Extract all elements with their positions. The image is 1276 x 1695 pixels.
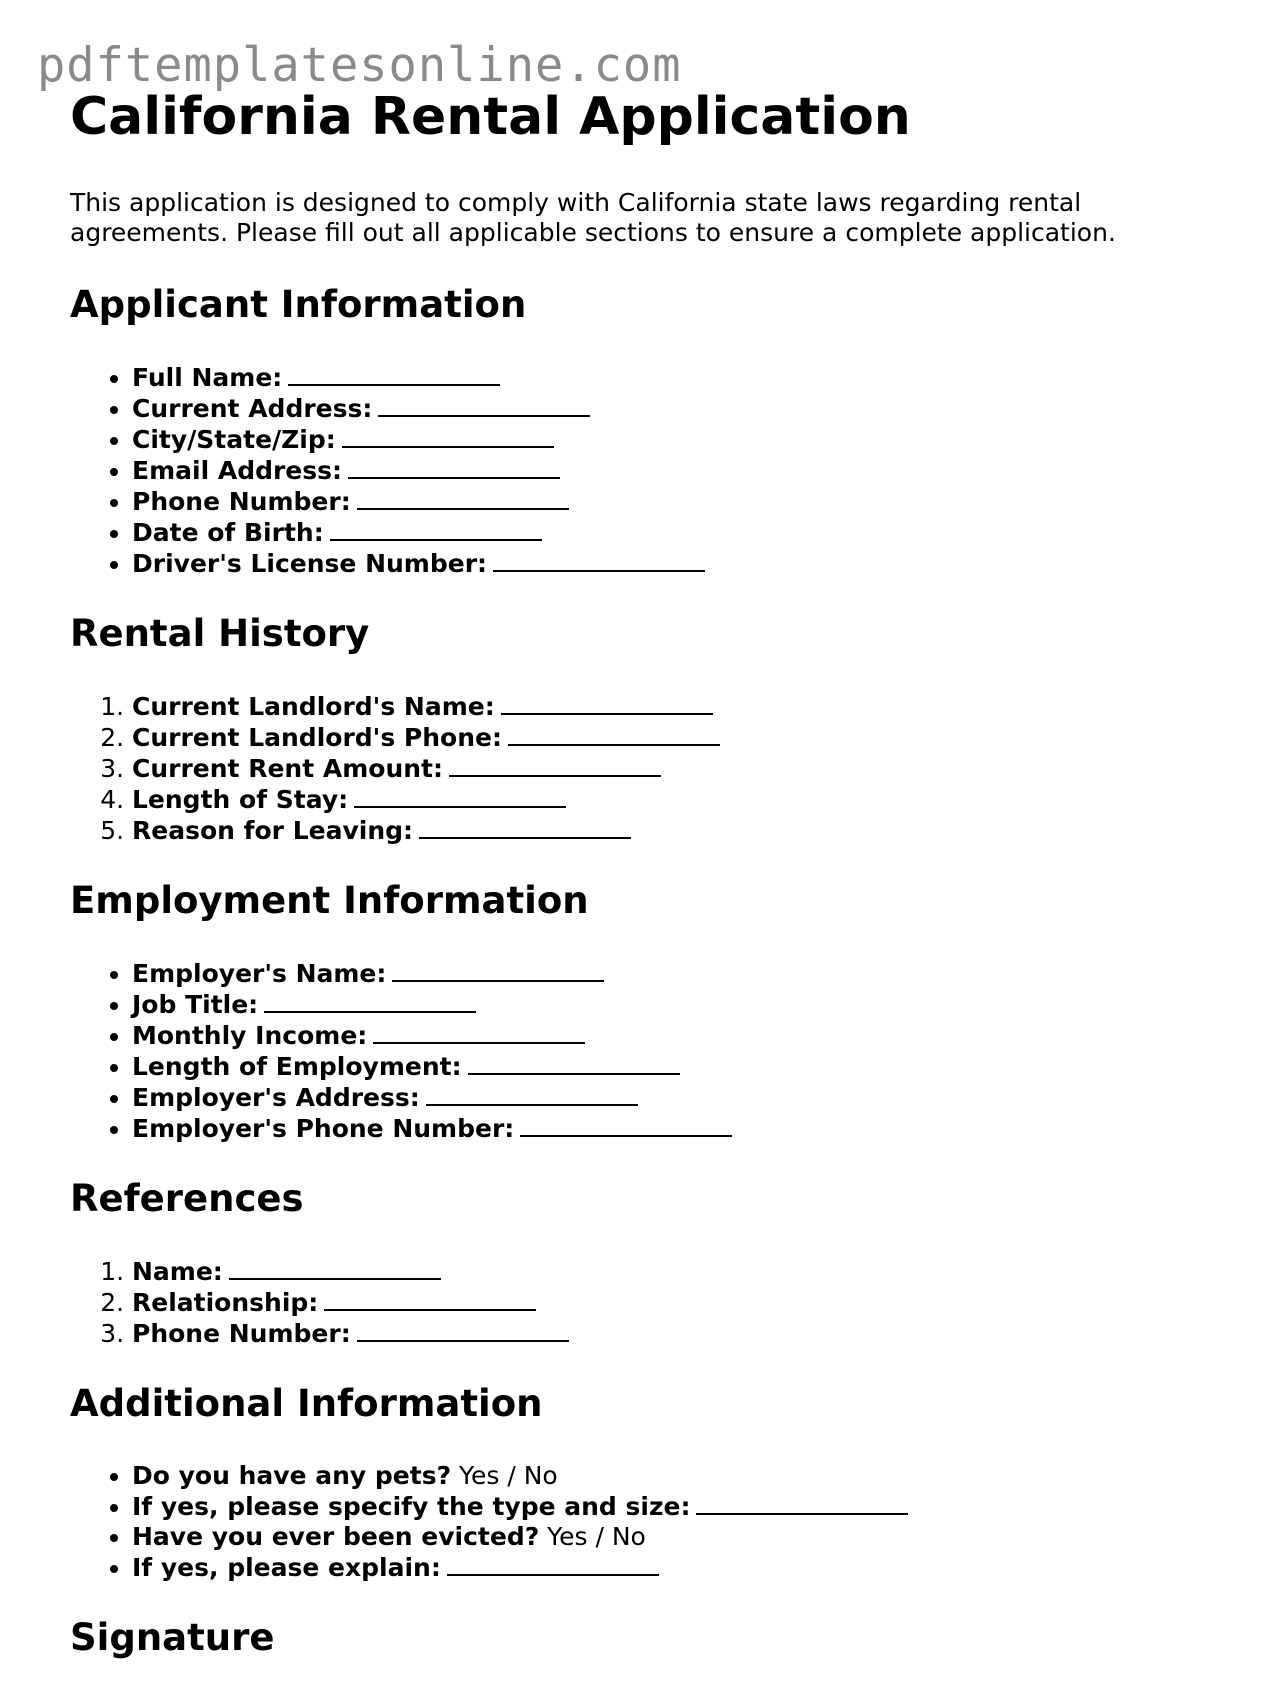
employer-name-field[interactable] <box>392 958 604 982</box>
list-item <box>132 753 1210 784</box>
rental-history-heading: Rental History <box>70 612 370 655</box>
signature-heading: Signature <box>70 1616 275 1659</box>
pet-type-size-field[interactable] <box>696 1491 908 1515</box>
list-item <box>132 1082 1210 1113</box>
city-state-zip-field[interactable] <box>342 424 554 448</box>
field-label: Reason for Leaving: <box>132 816 414 845</box>
list-item <box>132 722 1210 753</box>
list-item <box>132 1491 1210 1522</box>
field-label: Current Landlord's Phone: <box>132 723 502 752</box>
drivers-license-field[interactable] <box>493 548 705 572</box>
current-address-field[interactable] <box>378 393 590 417</box>
rental-history-list <box>70 691 1210 846</box>
field-label: Length of Employment: <box>132 1052 462 1081</box>
eviction-explanation-field[interactable] <box>447 1552 659 1576</box>
list-item <box>132 1020 1210 1051</box>
length-of-employment-field[interactable] <box>468 1051 680 1075</box>
reference-phone-field[interactable] <box>357 1318 569 1342</box>
full-name-field[interactable] <box>288 362 500 386</box>
field-label: Full Name: <box>132 363 283 392</box>
landlord-phone-field[interactable] <box>508 722 720 746</box>
field-label: Email Address: <box>132 456 343 485</box>
pets-answer-options[interactable]: Yes / No <box>459 1461 558 1490</box>
reason-for-leaving-field[interactable] <box>419 815 631 839</box>
employment-information-heading: Employment Information <box>70 879 589 922</box>
monthly-income-field[interactable] <box>373 1020 585 1044</box>
field-label: Current Address: <box>132 394 373 423</box>
phone-number-field[interactable] <box>357 486 569 510</box>
list-item <box>132 1287 1210 1318</box>
field-label: Length of Stay: <box>132 785 349 814</box>
list-item <box>132 393 1210 424</box>
references-heading: References <box>70 1177 304 1220</box>
field-label: City/State/Zip: <box>132 425 336 454</box>
evicted-answer-options[interactable]: Yes / No <box>547 1522 646 1551</box>
list-item <box>132 486 1210 517</box>
field-label: Current Landlord's Name: <box>132 692 495 721</box>
list-item <box>132 1461 1210 1491</box>
field-label: Phone Number: <box>132 1319 351 1348</box>
intro-paragraph: This application is designed to comply with California state laws regarding rental agreements. Please fill out all applicable sections to ensure a complete application. <box>70 188 1116 247</box>
additional-information-list <box>70 1461 1210 1583</box>
list-item <box>132 784 1210 815</box>
field-label: Relationship: <box>132 1288 319 1317</box>
field-label: Current Rent Amount: <box>132 754 443 783</box>
field-label: Job Title: <box>132 990 259 1019</box>
reference-name-field[interactable] <box>229 1256 441 1280</box>
list-item <box>132 691 1210 722</box>
list-item <box>132 815 1210 846</box>
employer-address-field[interactable] <box>426 1082 638 1106</box>
reference-relationship-field[interactable] <box>324 1287 536 1311</box>
field-label: Employer's Phone Number: <box>132 1114 515 1143</box>
length-of-stay-field[interactable] <box>354 784 566 808</box>
job-title-field[interactable] <box>264 989 476 1013</box>
list-item <box>132 517 1210 548</box>
list-item <box>132 1552 1210 1583</box>
field-label: Employer's Name: <box>132 959 387 988</box>
watermark: pdftemplatesonline.com <box>37 38 682 93</box>
field-label: Monthly Income: <box>132 1021 368 1050</box>
list-item <box>132 1051 1210 1082</box>
field-label: Name: <box>132 1257 223 1286</box>
field-label: Date of Birth: <box>132 518 324 547</box>
list-item <box>132 1318 1210 1349</box>
rental-application-document <box>70 82 1210 1695</box>
rent-amount-field[interactable] <box>449 753 661 777</box>
employment-information-list <box>70 958 1210 1144</box>
additional-information-heading: Additional Information <box>70 1382 543 1425</box>
list-item <box>132 424 1210 455</box>
field-label: Have you ever been evicted? <box>132 1522 540 1551</box>
date-of-birth-field[interactable] <box>330 517 542 541</box>
email-address-field[interactable] <box>348 455 560 479</box>
list-item <box>132 1522 1210 1552</box>
applicant-information-heading: Applicant Information <box>70 283 527 326</box>
field-label: Do you have any pets? <box>132 1461 452 1490</box>
field-label: If yes, please explain: <box>132 1553 441 1582</box>
list-item <box>132 455 1210 486</box>
list-item <box>132 1256 1210 1287</box>
list-item <box>132 958 1210 989</box>
list-item <box>132 548 1210 579</box>
list-item <box>132 362 1210 393</box>
employer-phone-field[interactable] <box>520 1113 732 1137</box>
page-title: California Rental Application <box>70 87 911 147</box>
field-label: If yes, please specify the type and size: <box>132 1492 691 1521</box>
field-label: Employer's Address: <box>132 1083 420 1112</box>
field-label: Phone Number: <box>132 487 351 516</box>
list-item <box>132 1113 1210 1144</box>
list-item <box>132 989 1210 1020</box>
applicant-information-list <box>70 362 1210 579</box>
references-list <box>70 1256 1210 1349</box>
field-label: Driver's License Number: <box>132 549 488 578</box>
landlord-name-field[interactable] <box>501 691 713 715</box>
